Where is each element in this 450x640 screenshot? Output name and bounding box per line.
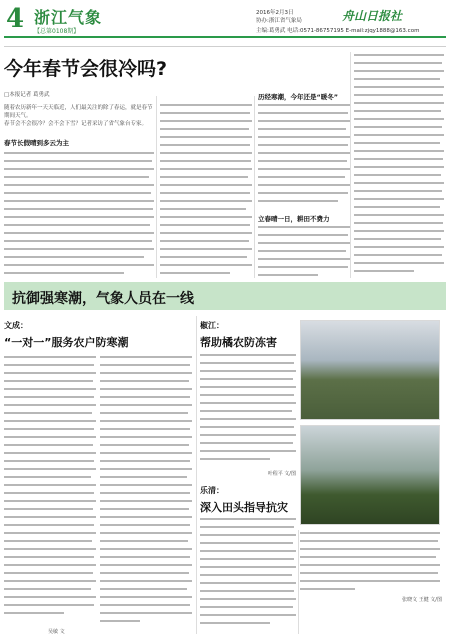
subhead-warm-winter: 历经寒潮，今年还是“暖冬” — [258, 93, 339, 101]
lead-line-2: 春节会不会很冷？会不会下雪？记者采访了省气象台专家。 — [4, 121, 148, 127]
co-publisher: 协办:浙江省气象局 — [256, 18, 302, 24]
publish-date: 2016年2月3日 — [256, 10, 294, 16]
page-number: 4 — [6, 4, 25, 34]
story-jiaojiang-headline: 帮助橘农防冻害 — [200, 336, 277, 349]
field-photo — [300, 425, 440, 525]
main-byline: □本报记者 葛勇武 — [4, 92, 50, 98]
main-headline: 今年春节会很冷吗? — [4, 58, 168, 80]
date-line — [256, 9, 302, 25]
story-wencheng-author: 吴敏 文 — [48, 629, 65, 635]
issue-number: 【总第0108期】 — [34, 28, 80, 35]
story-wencheng-headline: “一对一”服务农户防寒潮 — [4, 336, 129, 349]
newspaper-brand: 舟山日报社 — [342, 9, 403, 23]
story-leqing-headline: 深入田头指导抗灾 — [200, 501, 288, 514]
story-wencheng-kicker: 文成： — [4, 321, 28, 330]
section-title: 浙江气象 — [34, 8, 103, 27]
lead-line-1: 随着农历新年一天天临近，人们最关注的除了春运，就是春节期间天气。 — [4, 105, 153, 119]
feature-banner-title: 抗御强寒潮，气象人员在一线 — [12, 291, 194, 307]
lead-paragraph — [4, 104, 154, 128]
story-leqing-author: 张晓文 王健 文/图 — [402, 597, 442, 603]
contact-line: 主编:葛勇武 电话:0571-86757195 E-mail:zjqy1888@163.com — [256, 28, 420, 34]
story-leqing-kicker: 乐清： — [200, 486, 224, 495]
feature-banner — [4, 282, 446, 310]
orchard-photo — [300, 320, 440, 420]
subhead-holiday-weather: 春节长假晴到多云为主 — [4, 139, 69, 147]
subhead-spring-begins: 立春晴一日，耕田不费力 — [258, 215, 330, 223]
masthead — [4, 4, 446, 38]
story-jiaojiang-kicker: 椒江： — [200, 321, 224, 330]
story-jiaojiang-author: 叶程平 文/图 — [267, 471, 296, 477]
